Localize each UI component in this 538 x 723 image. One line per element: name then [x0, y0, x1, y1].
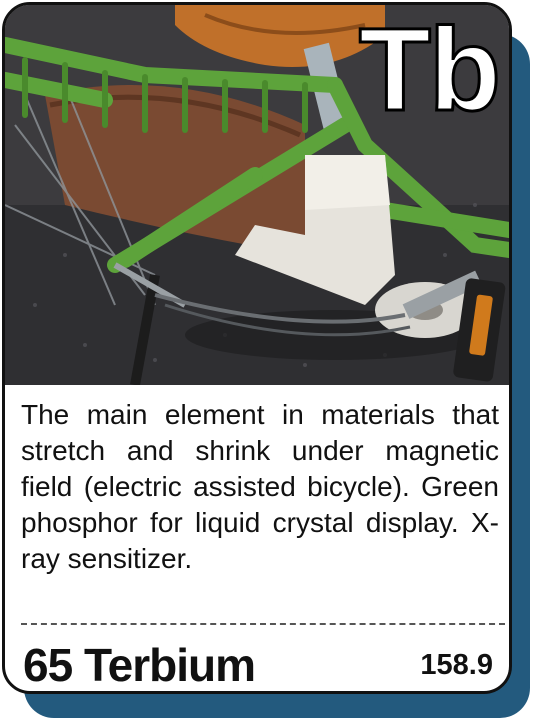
element-name: Terbium [83, 639, 256, 691]
element-symbol: Tb [358, 5, 499, 136]
element-description: The main element in materials that stretch and shrink under magnetic field (electric assisted bicycle). Green phosphor for liquid crystal display. X-ray sensitizer. [21, 399, 499, 574]
bicycle-photo [5, 5, 509, 385]
dashed-divider [21, 623, 505, 625]
atomic-weight: 158.9 [420, 649, 493, 681]
element-card [2, 2, 512, 694]
element-title [23, 637, 255, 693]
atomic-number: 65 [23, 639, 73, 691]
